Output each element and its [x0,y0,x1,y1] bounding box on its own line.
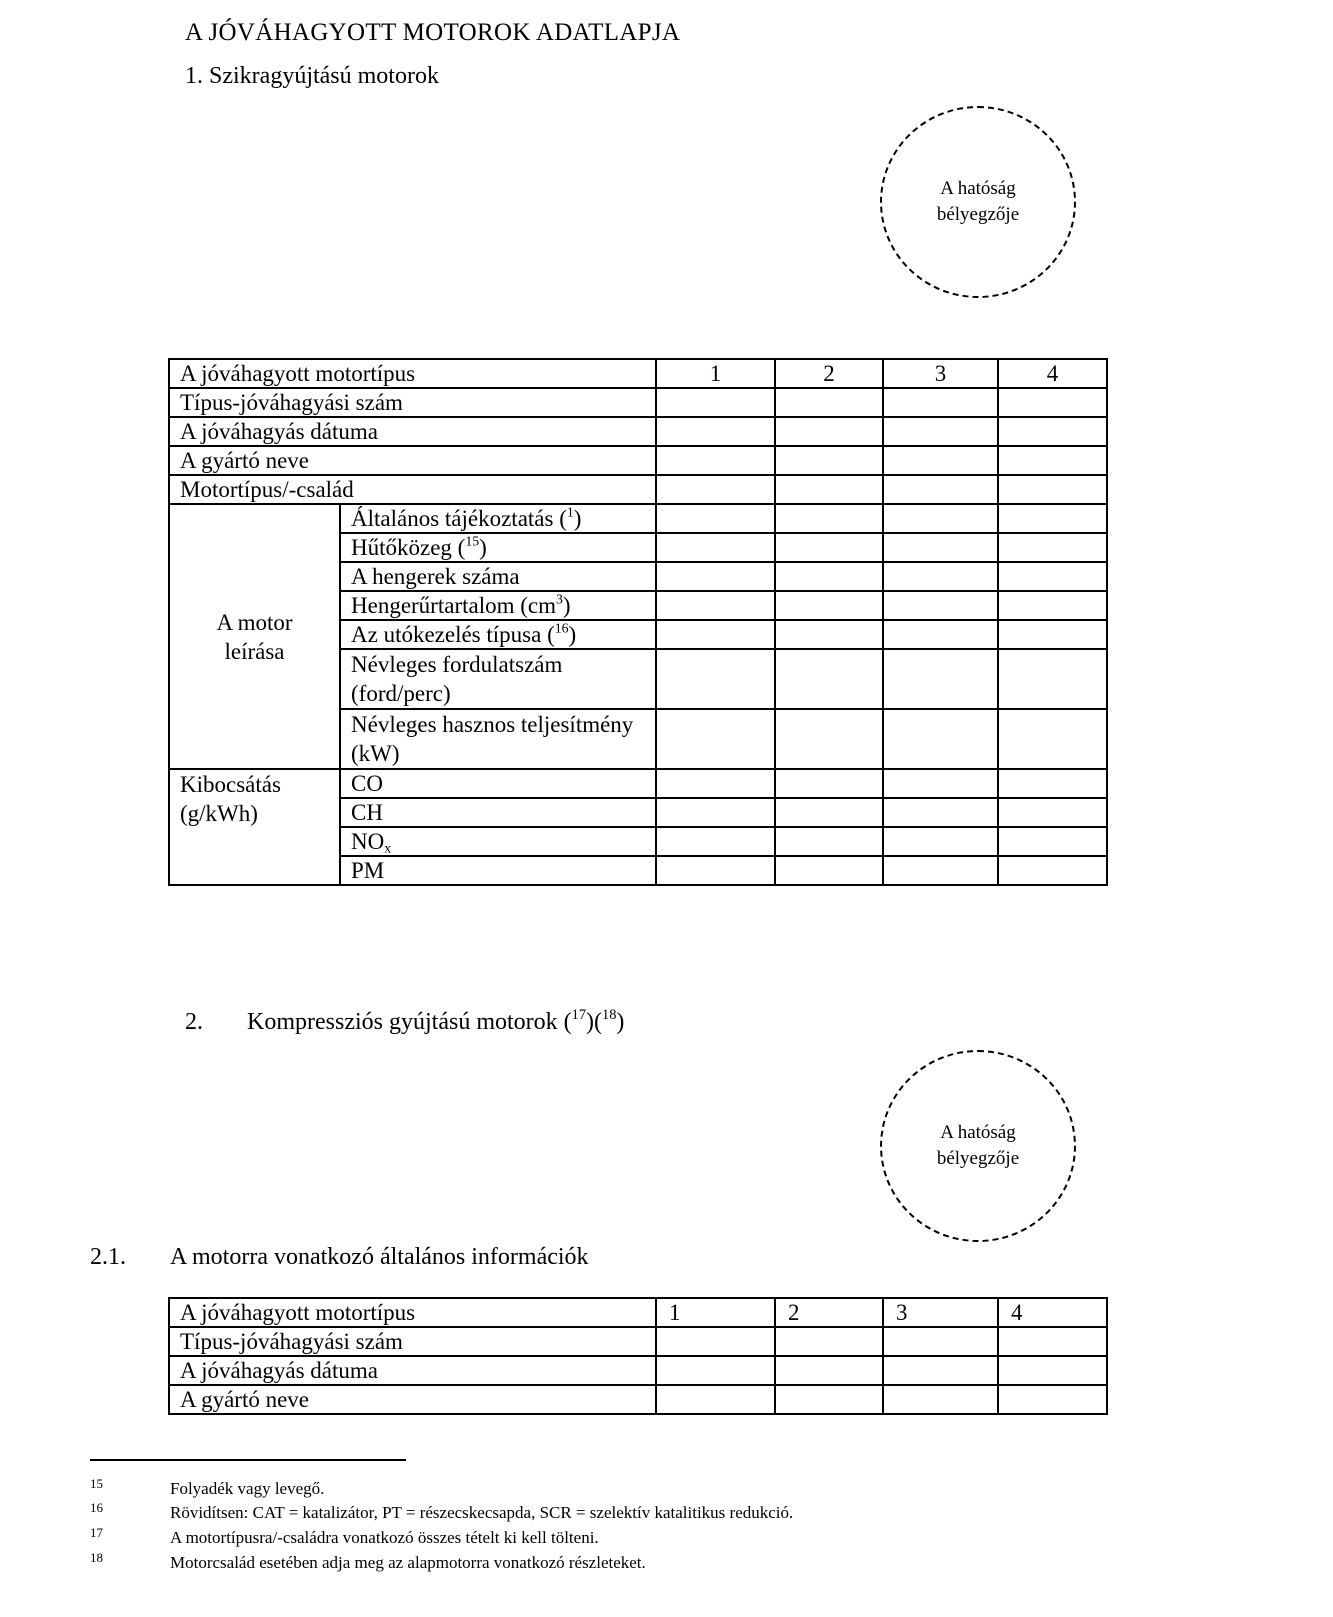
data-cell[interactable] [998,388,1107,417]
data-cell[interactable] [775,417,883,446]
data-cell[interactable] [656,562,775,591]
data-cell[interactable] [998,1327,1107,1356]
data-cell[interactable] [656,475,775,504]
data-cell[interactable] [998,709,1107,769]
table-row [169,769,1107,798]
row-label: PM [340,856,656,885]
data-cell[interactable] [775,388,883,417]
data-cell[interactable] [998,1356,1107,1385]
row-label: A gyártó neve [169,446,656,475]
data-cell[interactable] [656,769,775,798]
row-label: A jóváhagyás dátuma [169,417,656,446]
data-cell[interactable] [656,417,775,446]
footnote-ref: 17 [571,1006,587,1023]
data-cell[interactable] [883,1385,998,1414]
data-cell[interactable] [656,1385,775,1414]
data-cell[interactable] [998,533,1107,562]
data-cell[interactable] [998,827,1107,856]
table-row [169,504,1107,533]
data-cell[interactable] [775,504,883,533]
data-cell[interactable] [883,562,998,591]
label-text: Hűtőközeg ( [351,535,466,560]
data-cell[interactable] [775,649,883,709]
column-header: 4 [998,359,1107,388]
table-row [169,1356,1107,1385]
data-cell[interactable] [656,1327,775,1356]
footnote-text: A motortípusra/-családra vonatkozó összes tételt ki kell tölteni. [170,1528,599,1547]
data-cell[interactable] [883,446,998,475]
data-cell[interactable] [998,1385,1107,1414]
row-label: Az utókezelés típusa ($^{16}$) [340,620,656,649]
data-cell[interactable] [656,827,775,856]
row-label: A gyártó neve [169,1385,656,1414]
data-cell[interactable] [883,417,998,446]
data-cell[interactable] [883,798,998,827]
label-text: Általános tájékoztatás ( [351,506,567,531]
data-cell[interactable] [998,769,1107,798]
column-header: 2 [775,1298,883,1327]
row-label: Névleges fordulatszám (ford/perc) [340,649,656,709]
row-label: Általános tájékoztatás ($^1$) [340,504,656,533]
data-cell[interactable] [883,649,998,709]
label-text: Hengerűrtartalom (cm [351,593,556,618]
stamp-text-line1: A hatóság [940,1122,1016,1143]
footnote-ref: 15 [465,533,480,549]
table-row [169,475,1107,504]
motor-description-group-label [169,504,340,769]
data-cell[interactable] [883,1356,998,1385]
header-label: A jóváhagyott motortípus [169,359,656,388]
data-cell[interactable] [656,798,775,827]
data-cell[interactable] [883,504,998,533]
data-cell[interactable] [883,620,998,649]
column-header: 3 [883,1298,998,1327]
data-cell[interactable] [883,388,998,417]
emission-group-label [169,769,340,885]
table-row [169,1385,1107,1414]
table-row [169,1327,1107,1356]
label-text: Az utókezelés típusa ( [351,622,555,647]
label-text: NO [351,829,385,854]
data-cell[interactable] [883,591,998,620]
table-row [169,388,1107,417]
column-header: 2 [775,359,883,388]
data-cell[interactable] [883,827,998,856]
data-cell[interactable] [775,856,883,885]
data-cell[interactable] [883,533,998,562]
footnote-text: Motorcsalád esetében adja meg az alapmotorra vonatkozó részleteket. [170,1553,646,1572]
row-label: Névleges hasznos teljesítmény (kW) [340,709,656,769]
subscript: x [384,840,392,856]
data-cell[interactable] [775,1356,883,1385]
section-2-number: 2. [185,1009,203,1035]
page-title: A JÓVÁHAGYOTT MOTOROK ADATLAPJA [185,19,681,46]
row-label: Motortípus/-család [169,475,656,504]
data-cell[interactable] [656,533,775,562]
data-cell[interactable] [883,769,998,798]
data-cell[interactable] [656,591,775,620]
row-label: A hengerek száma [340,562,656,591]
footnote-number: 17 [90,1525,103,1540]
data-cell[interactable] [656,649,775,709]
data-cell[interactable] [998,504,1107,533]
footnote-text: Folyadék vagy levegő. [170,1479,325,1498]
section-1-heading: 1. Szikragyújtású motorok [185,63,439,89]
data-cell[interactable] [775,709,883,769]
data-cell[interactable] [998,417,1107,446]
data-cell[interactable] [998,856,1107,885]
data-cell[interactable] [656,446,775,475]
row-label: Típus-jóváhagyási szám [169,1327,656,1356]
data-cell[interactable] [998,591,1107,620]
row-label: CH [340,798,656,827]
data-cell[interactable] [656,1356,775,1385]
group-label-text: Kibocsátás (g/kWh) [180,772,281,826]
authority-stamp-area [880,1050,1076,1242]
data-cell[interactable] [656,620,775,649]
footnote-ref: 18 [602,1006,617,1023]
data-cell[interactable] [883,1327,998,1356]
footnote-separator [90,1459,406,1461]
data-cell[interactable] [775,533,883,562]
heading-text: Kompressziós gyújtású motorok ( [247,1009,572,1035]
data-cell[interactable] [998,649,1107,709]
stamp-text-line1: A hatóság [940,178,1016,199]
stamp-text-line2: bélyegzője [936,1148,1020,1169]
unit-exponent: 3 [556,591,563,607]
header-label: A jóváhagyott motortípus [169,1298,656,1327]
row-label: A jóváhagyás dátuma [169,1356,656,1385]
section-2-1-number: 2.1. [90,1244,126,1270]
data-cell[interactable] [998,446,1107,475]
footnote-number: 15 [90,1476,103,1491]
column-header: 1 [656,359,775,388]
data-cell[interactable] [775,620,883,649]
table-row [169,417,1107,446]
data-cell[interactable] [775,798,883,827]
data-cell[interactable] [775,475,883,504]
data-cell[interactable] [883,856,998,885]
section-2-1-heading: A motorra vonatkozó általános információk [170,1244,589,1270]
data-cell[interactable] [775,1385,883,1414]
data-cell[interactable] [883,709,998,769]
row-label: CO [340,769,656,798]
authority-stamp-area [880,106,1076,298]
group-label-text: A motor leírása [216,609,293,664]
general-engine-info-table [168,1297,1108,1415]
data-cell[interactable] [656,856,775,885]
column-header: 3 [883,359,998,388]
row-label: Hengerűrtartalom $(cm^3)$ [340,591,656,620]
table-header-row [169,359,1107,388]
row-label: Hűtőközeg ($^{15}$) [340,533,656,562]
data-cell[interactable] [775,562,883,591]
footnote-number: 18 [90,1550,103,1565]
footnote-number: 16 [90,1500,103,1515]
data-cell[interactable] [656,504,775,533]
data-cell[interactable] [998,475,1107,504]
data-cell[interactable] [998,798,1107,827]
footnote-ref: 16 [554,620,569,636]
table-header-row [169,1298,1107,1327]
data-cell[interactable] [656,388,775,417]
spark-ignition-engines-table [168,358,1108,886]
data-cell[interactable] [775,446,883,475]
column-header: 1 [656,1298,775,1327]
data-cell[interactable] [998,620,1107,649]
data-cell[interactable] [883,475,998,504]
stamp-text-line2: bélyegzője [936,204,1020,225]
data-cell[interactable] [775,1327,883,1356]
column-header: 4 [998,1298,1107,1327]
data-cell[interactable] [656,709,775,769]
row-label [340,827,656,856]
section-2-heading: Kompressziós gyújtású motorok ($^{17}$)($^{18}$) [247,1006,625,1035]
data-cell[interactable] [775,827,883,856]
data-cell[interactable] [775,591,883,620]
data-cell[interactable] [775,769,883,798]
data-cell[interactable] [998,562,1107,591]
row-label: Típus-jóváhagyási szám [169,388,656,417]
footnote-text: Rövidítsen: CAT = katalizátor, PT = részecskecsapda, SCR = szelektív katalitikus redukció. [170,1503,794,1522]
footnote-ref: 1 [566,504,574,520]
table-row [169,446,1107,475]
